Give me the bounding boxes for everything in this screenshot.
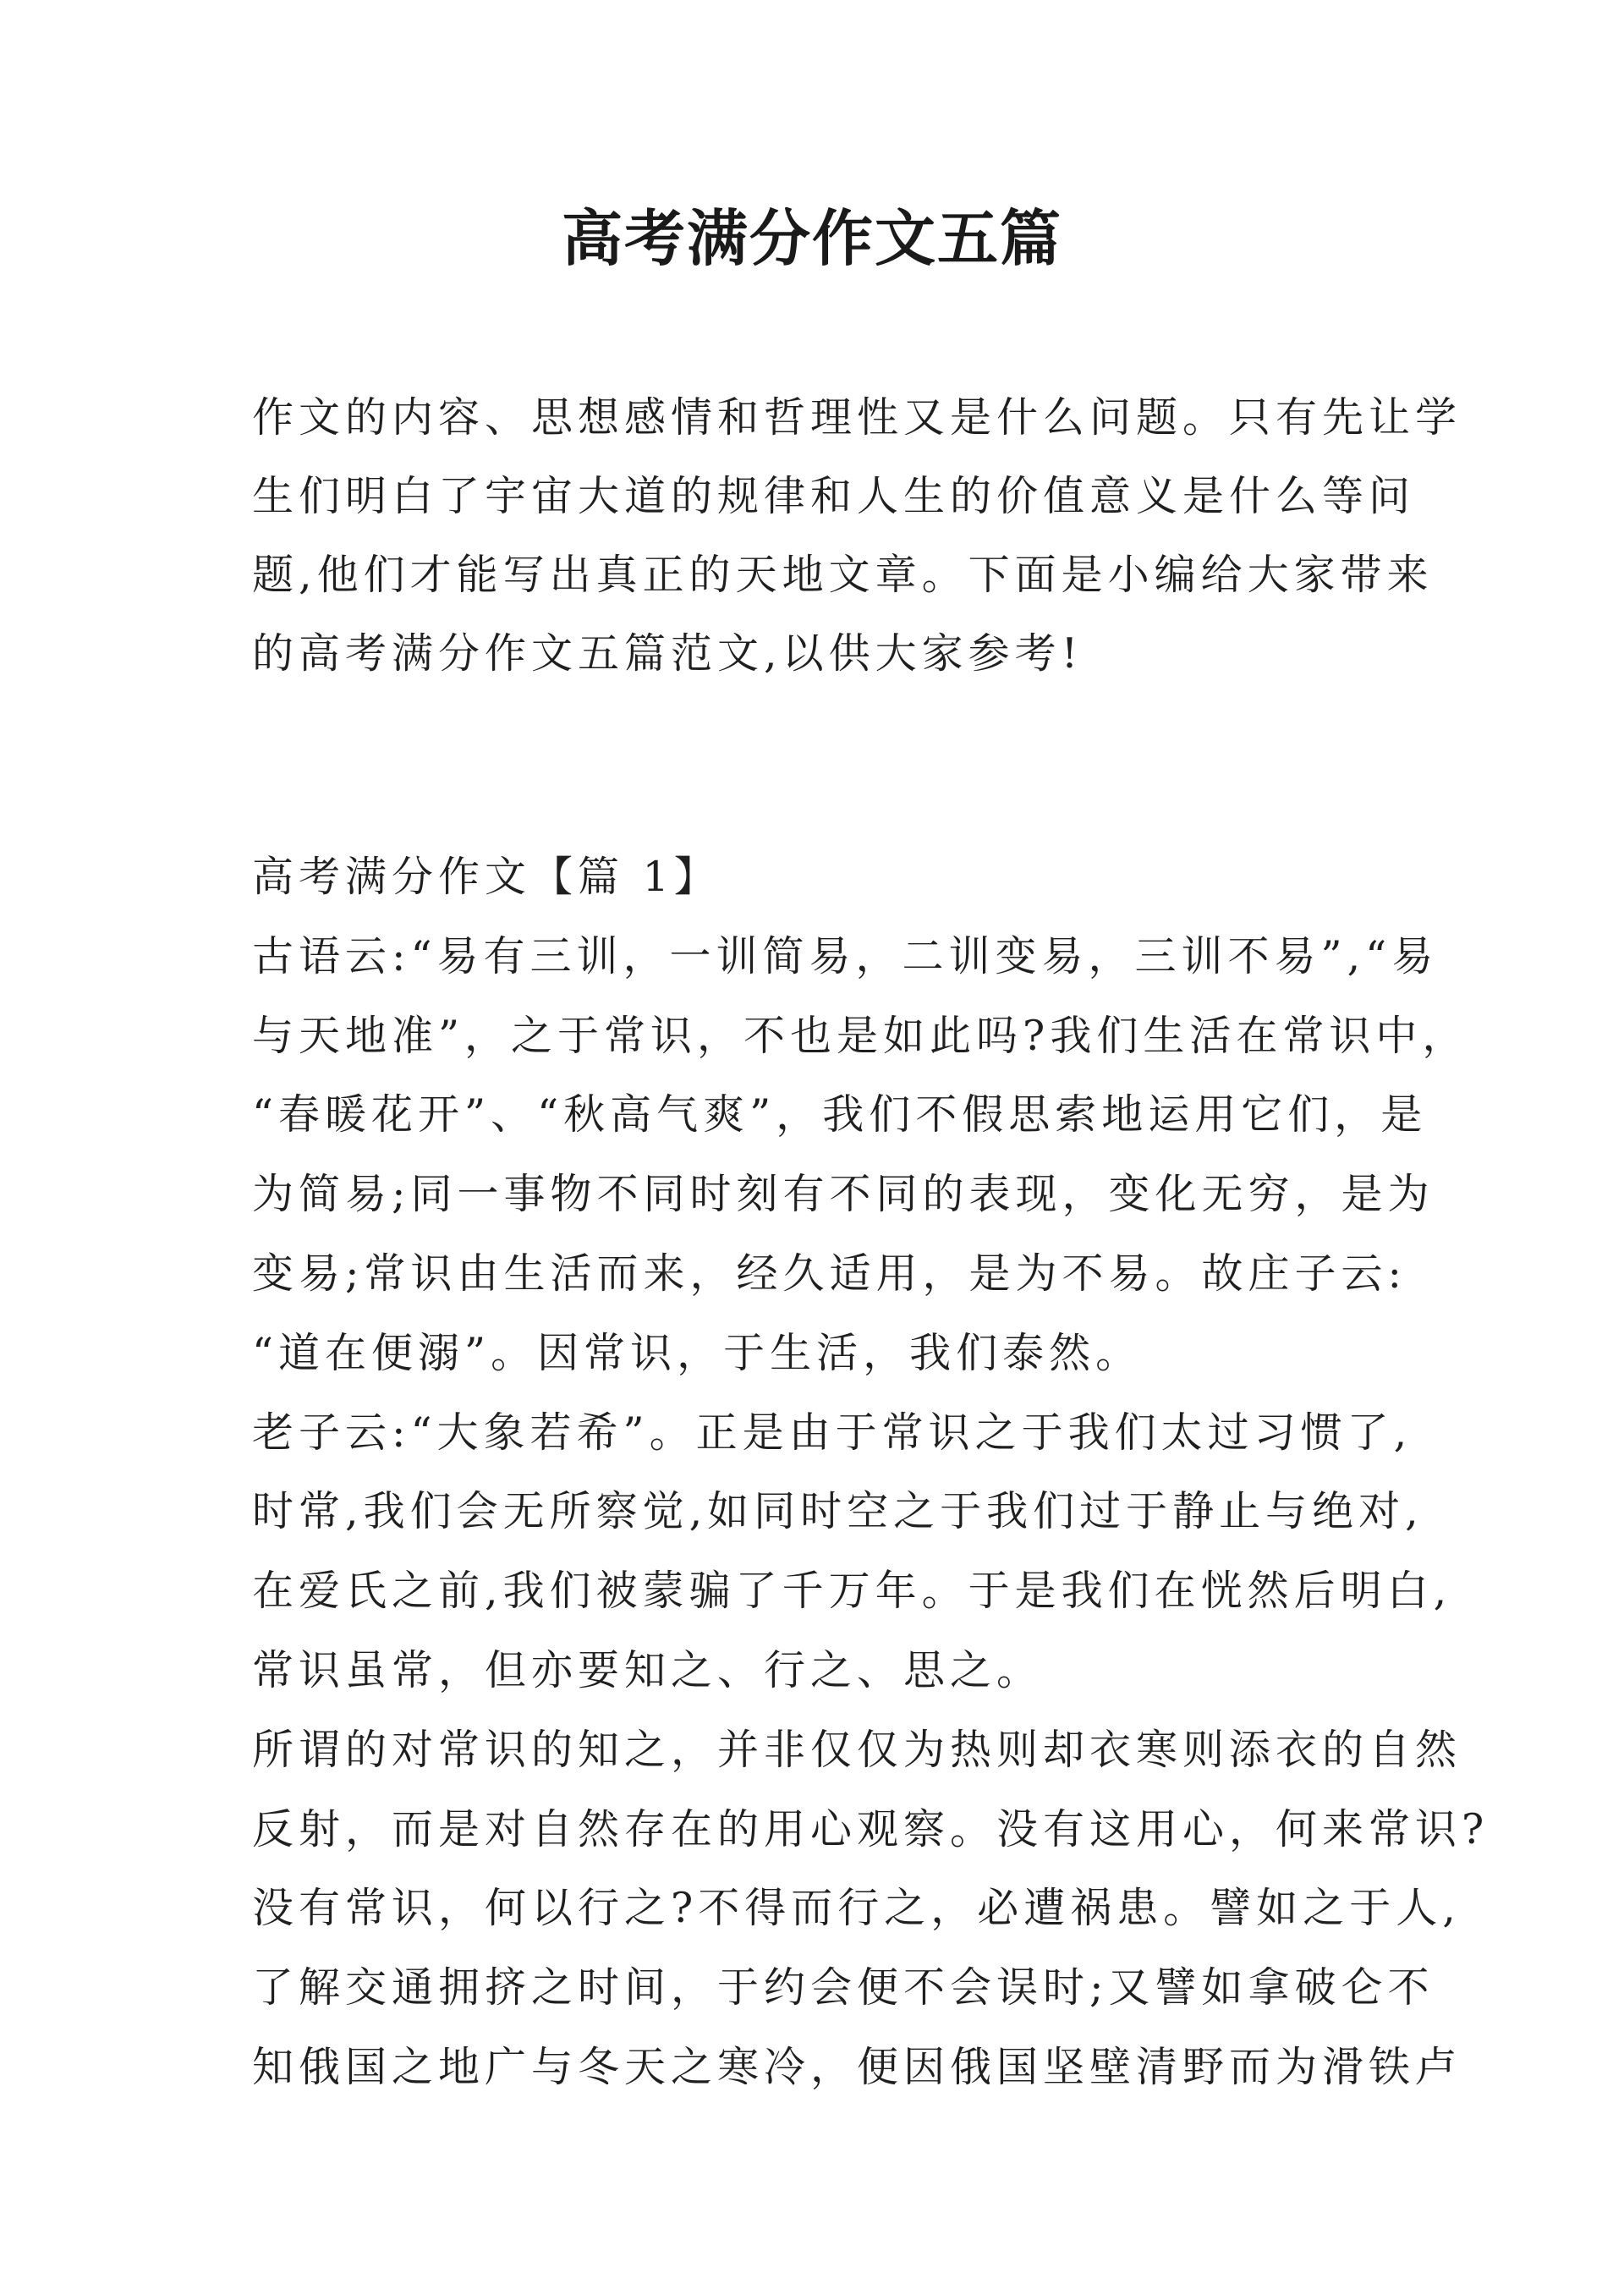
essay-line: 反射，而是对自然存在的用心观察。没有这用心，何来常识? [252, 1804, 1490, 1853]
essay-line: 知俄国之地广与冬天之寒冷，便因俄国坚壁清野而为滑铁卢 [252, 2042, 1462, 2091]
essay-line: 常识虽常，但亦要知之、行之、思之。 [252, 1645, 1044, 1694]
essay-line: 古语云:“易有三训，一训简易，二训变易，三训不易”,“易 [252, 931, 1439, 980]
intro-line: 生们明白了宇宙大道的规律和人生的价值意义是什么等问 [252, 472, 1416, 520]
essay-heading: 高考满分作文【篇 1】 [252, 853, 721, 901]
intro-line: 作文的内容、思想感情和哲理性又是什么问题。只有先让学 [252, 393, 1462, 442]
essay-line: 了解交通拥挤之时间，于约会便不会误时;又譬如拿破仑不 [252, 1963, 1435, 2012]
essay-line: “春暖花开”、“秋高气爽”，我们不假思索地运用它们，是 [252, 1090, 1428, 1139]
intro-line: 题,他们才能写出真正的天地文章。下面是小编给大家带来 [252, 551, 1434, 599]
essay-line: 与天地准”，之于常识，不也是如此吗?我们生活在常识中， [252, 1011, 1469, 1060]
essay-section [252, 837, 1490, 2107]
essay-line: 老子云:“大象若希”。正是由于常识之于我们太过习惯了, [252, 1408, 1413, 1457]
essay-line: 在爱氏之前,我们被蒙骗了千万年。于是我们在恍然后明白, [252, 1567, 1452, 1616]
essay-line: 所谓的对常识的知之，并非仅仅为热则却衣寒则添衣的自然 [252, 1725, 1462, 1774]
intro-line: 的高考满分作文五篇范文,以供大家参考! [252, 629, 1084, 678]
essay-line: 没有常识，何以行之?不得而行之，必遭祸患。譬如之于人, [252, 1884, 1461, 1933]
essay-line: 变易;常识由生活而来，经久适用，是为不易。故庄子云: [252, 1249, 1407, 1298]
essay-line: 时常,我们会无所察觉,如同时空之于我们过于静止与绝对, [252, 1487, 1424, 1536]
essay-line: 为简易;同一事物不同时刻有不同的表现，变化无穷，是为 [252, 1170, 1435, 1219]
document-title: 高考满分作文五篇 [561, 202, 1062, 274]
intro-paragraph [252, 378, 1462, 693]
essay-line: “道在便溺”。因常识，于生活，我们泰然。 [252, 1328, 1143, 1377]
